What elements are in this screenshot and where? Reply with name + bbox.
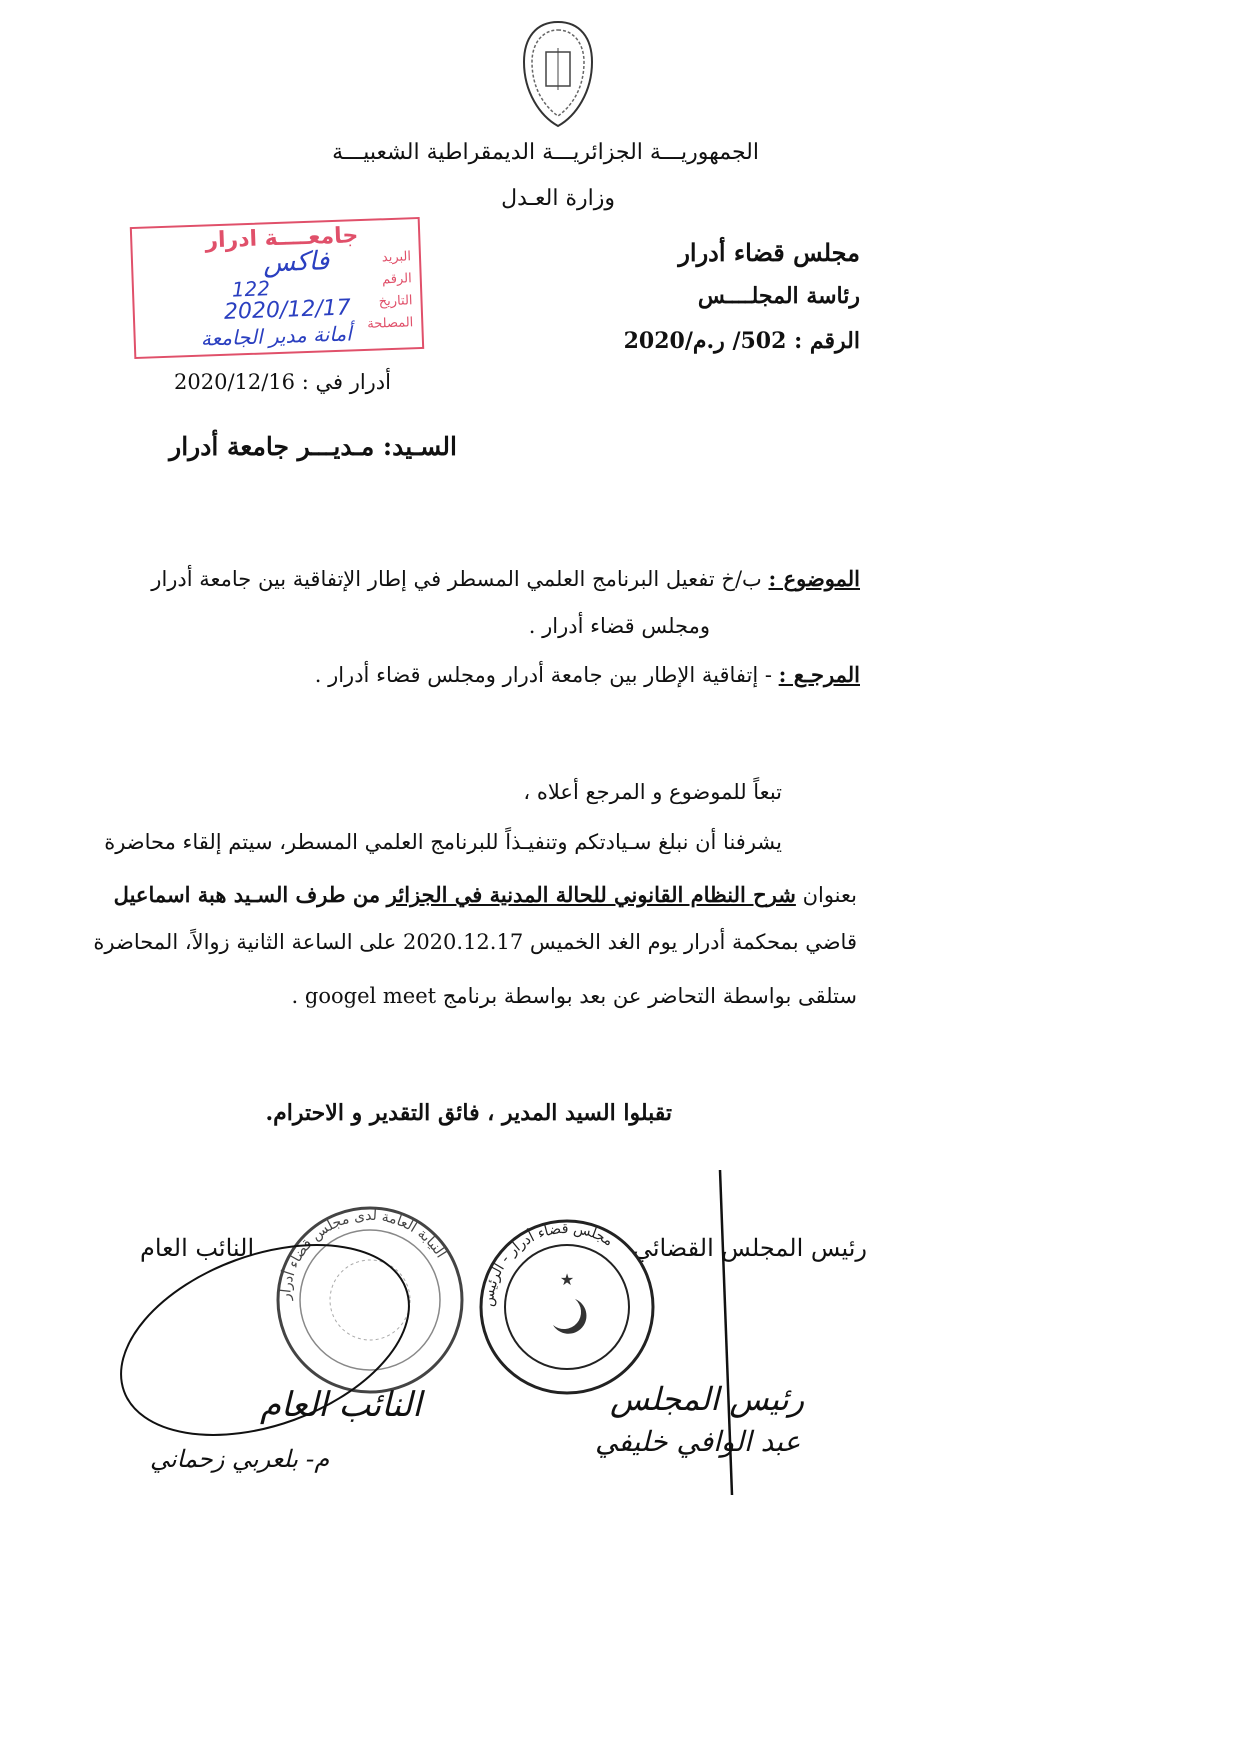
seal-right-text: مجلس قضاء أدرار - الرئيس <box>480 1220 616 1308</box>
signatory-left-title: النائب العام <box>140 1234 255 1262</box>
ministry-title: وزارة العـدل <box>501 186 615 211</box>
council-name: مجلس قضاء أدرار <box>678 238 860 267</box>
body-line-2 <box>114 882 857 907</box>
reference-text: - إتفاقية الإطار بين جامعة أدرار ومجلس قضاء أدرار . <box>314 663 772 687</box>
reference-label: المرجـع : <box>778 662 860 687</box>
place-date: أدرار في : 2020/12/16 <box>174 370 391 394</box>
subject-line <box>151 566 860 591</box>
seal-left-text: النيابة العامة لدى مجلس قضاء أدرار <box>277 1207 449 1301</box>
body-intro: تبعاً للموضوع و المرجع أعلاه ، <box>523 780 782 804</box>
svg-text:مجلس قضاء أدرار - الرئيس <box>481 1221 616 1308</box>
subject-text-cont: ومجلس قضاء أدرار . <box>528 614 710 638</box>
signature-left-handwritten-title: النائب العام <box>260 1385 422 1425</box>
lecture-speaker: من طرف السـيد هبة اسماعيل <box>113 882 381 907</box>
closing: تقبلوا السيد المدير ، فائق التقدير و الاحترام. <box>265 1100 672 1126</box>
subject-text: ب/خ تفعيل البرنامج العلمي المسطر في إطار الإتفاقية بين جامعة أدرار <box>151 567 762 591</box>
stamp-department-value: أمانة مدير الجامعة <box>200 321 353 351</box>
recipient: السـيد: مـديـــر جامعة أدرار <box>169 432 457 461</box>
lecture-title: شرح النظام القانوني للحالة المدنية في الجزائر <box>386 882 796 907</box>
body-line-1: يشرفنا أن نبلغ سـيادتكم وتنفيـذاً للبرنامج العلمي المسطر، سيتم إلقاء محاضرة <box>104 830 782 854</box>
stamp-label-department: المصلحة <box>367 315 414 332</box>
received-stamp <box>130 217 424 359</box>
stamp-mail-value: فاكس <box>262 246 330 279</box>
stamp-label-mail: البريد <box>381 249 412 266</box>
lecture-prefix: بعنوان <box>802 883 857 907</box>
presidency-label: رئاسة المجلــــس <box>697 283 860 309</box>
stamp-label-date: التاريخ <box>378 293 413 310</box>
reference-number: الرقم : 502/ ر.م/2020 <box>623 328 860 354</box>
republic-title: الجمهوريـــة الجزائريـــة الديمقراطية الشعبيـــة <box>332 140 759 165</box>
svg-text:★: ★ <box>559 1270 575 1289</box>
signature-right-name: عبد الوافي خليفي <box>595 1425 801 1458</box>
signature-right-handwritten-title: رئيس المجلس <box>610 1380 805 1418</box>
subject-label: الموضوع : <box>768 566 860 591</box>
state-emblem-icon <box>518 18 598 130</box>
signatory-right-title: رئيس المجلس القضائي <box>632 1234 867 1262</box>
reference-line <box>315 662 860 687</box>
body-line-3: قاضي بمحكمة أدرار يوم الغد الخميس 2020.12.17 على الساعة الثانية زوالاً، المحاضرة <box>93 930 857 954</box>
stamp-label-number: الرقم <box>381 271 413 288</box>
seal-council-icon <box>475 1215 660 1400</box>
signature-left-name: م- بلعربي زحماني <box>150 1445 330 1473</box>
stamp-number-value: 122 <box>231 276 271 302</box>
stamp-university: جامعــــة ادرار <box>204 223 359 254</box>
body-line-4: ستلقى بواسطة التحاضر عن بعد بواسطة برنامج googel meet . <box>291 984 857 1008</box>
signature-prosecutor-icon <box>100 1230 430 1480</box>
stamp-date-value: 2020/12/17 <box>223 295 352 325</box>
